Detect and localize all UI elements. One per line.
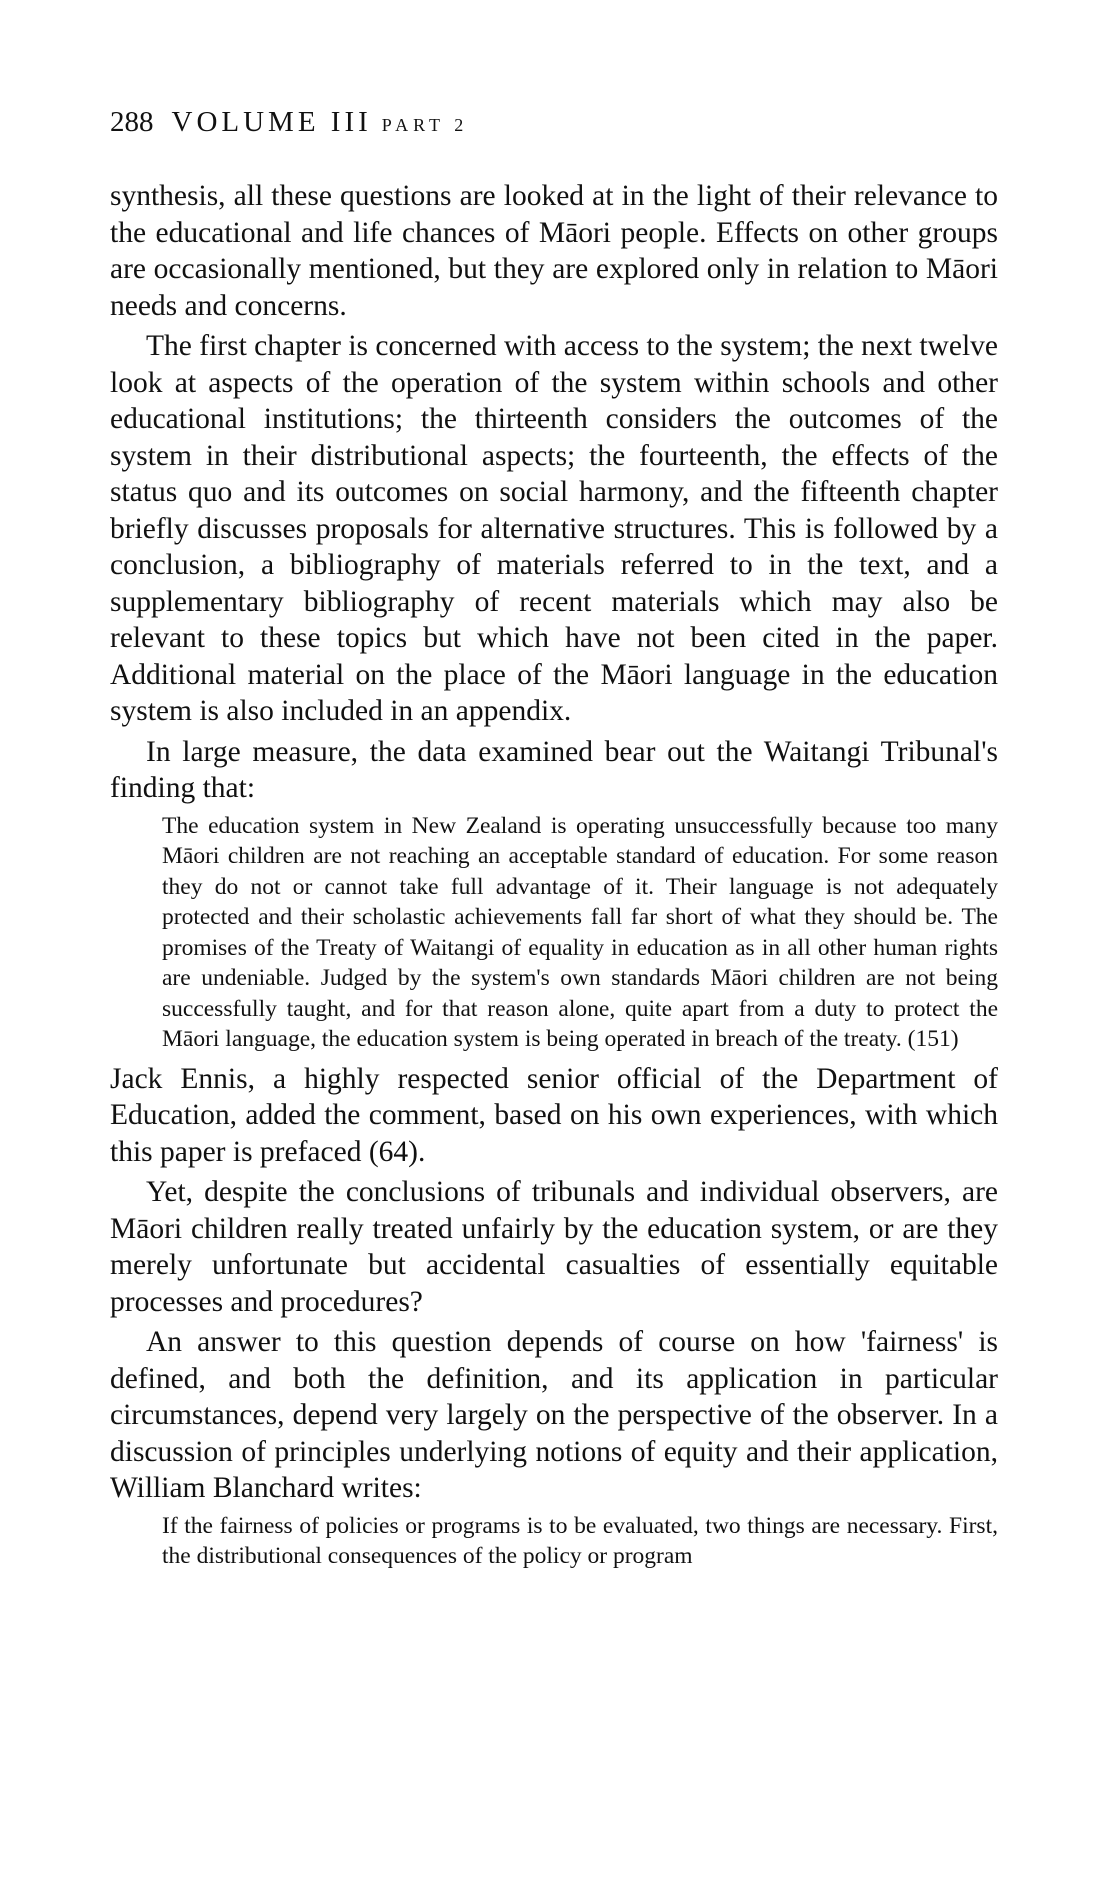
part-label: PART 2 [381,115,469,135]
paragraph-tribunal-finding: In large measure, the data examined bear out the Waitangi Tribunal's finding that: [110,735,998,804]
body-text [110,178,998,1578]
paragraph-chapter-outline: The first chapter is concerned with access to the system; the next twelve look at aspects of the operation of the system within schools and other educational institutions; the thirteenth considers the outcomes of the system in their distributional aspects; the fourteenth, the effects of the status quo and its outcomes on social harmony, and the fifteenth chapter briefly discusses proposals for alternative structures. This is followed by a conclusion, a bibliography of materials referred to in the text, and a supplementary bibliography of recent materials which may also be relevant to these topics but which have not been cited in the paper. Additional material on the place of the Māori language in the education system is also included in an appendix. [110,330,998,727]
paragraph-synthesis: synthesis, all these questions are looked at in the light of their relevance to the educational and life chances of Māori people. Effects on other groups are occasionally mentioned, but they are explored only in relation to Māori needs and concerns. [110,180,998,322]
paragraph-fairness-question: Yet, despite the conclusions of tribunals and individual observers, are Māori children really treated unfairly by the education system, or are they merely unfortunate but accidental casualties of essentially equitable processes and procedures? [110,1176,998,1318]
paragraph-blanchard: An answer to this question depends of course on how 'fairness' is defined, and both the definition, and its application in particular circumstances, depend very largely on the perspective of the observer. In a discussion of principles underlying notions of equity and their application, William Blanchard writes: [110,1326,998,1504]
block-quote-blanchard: If the fairness of policies or programs is to be evaluated, two things are necessary. First, the distributional consequences of the policy or program [162,1512,998,1569]
running-head [110,108,468,137]
block-quote-tribunal: The education system in New Zealand is operating unsuccessfully because too many Māori children are not reaching an acceptable standard of education. For some reason they do not or cannot take full advantage of it. Their language is not adequately protected and their scholastic achievements fall far short of what they should be. The promises of the Treaty of Waitangi of equality in education as in all other human rights are undeniable. Judged by the system's own standards Māori children are not being successfully taught, and for that reason alone, quite apart from a duty to protect the Māori language, the education system is being operated in breach of the treaty. (151) [162,812,998,1052]
page-number: 288 [110,106,154,138]
paragraph-jack-ennis: Jack Ennis, a highly respected senior official of the Department of Education, added the comment, based on his own experiences, with which this paper is prefaced (64). [110,1062,998,1168]
volume-label: VOLUME III [171,106,372,138]
